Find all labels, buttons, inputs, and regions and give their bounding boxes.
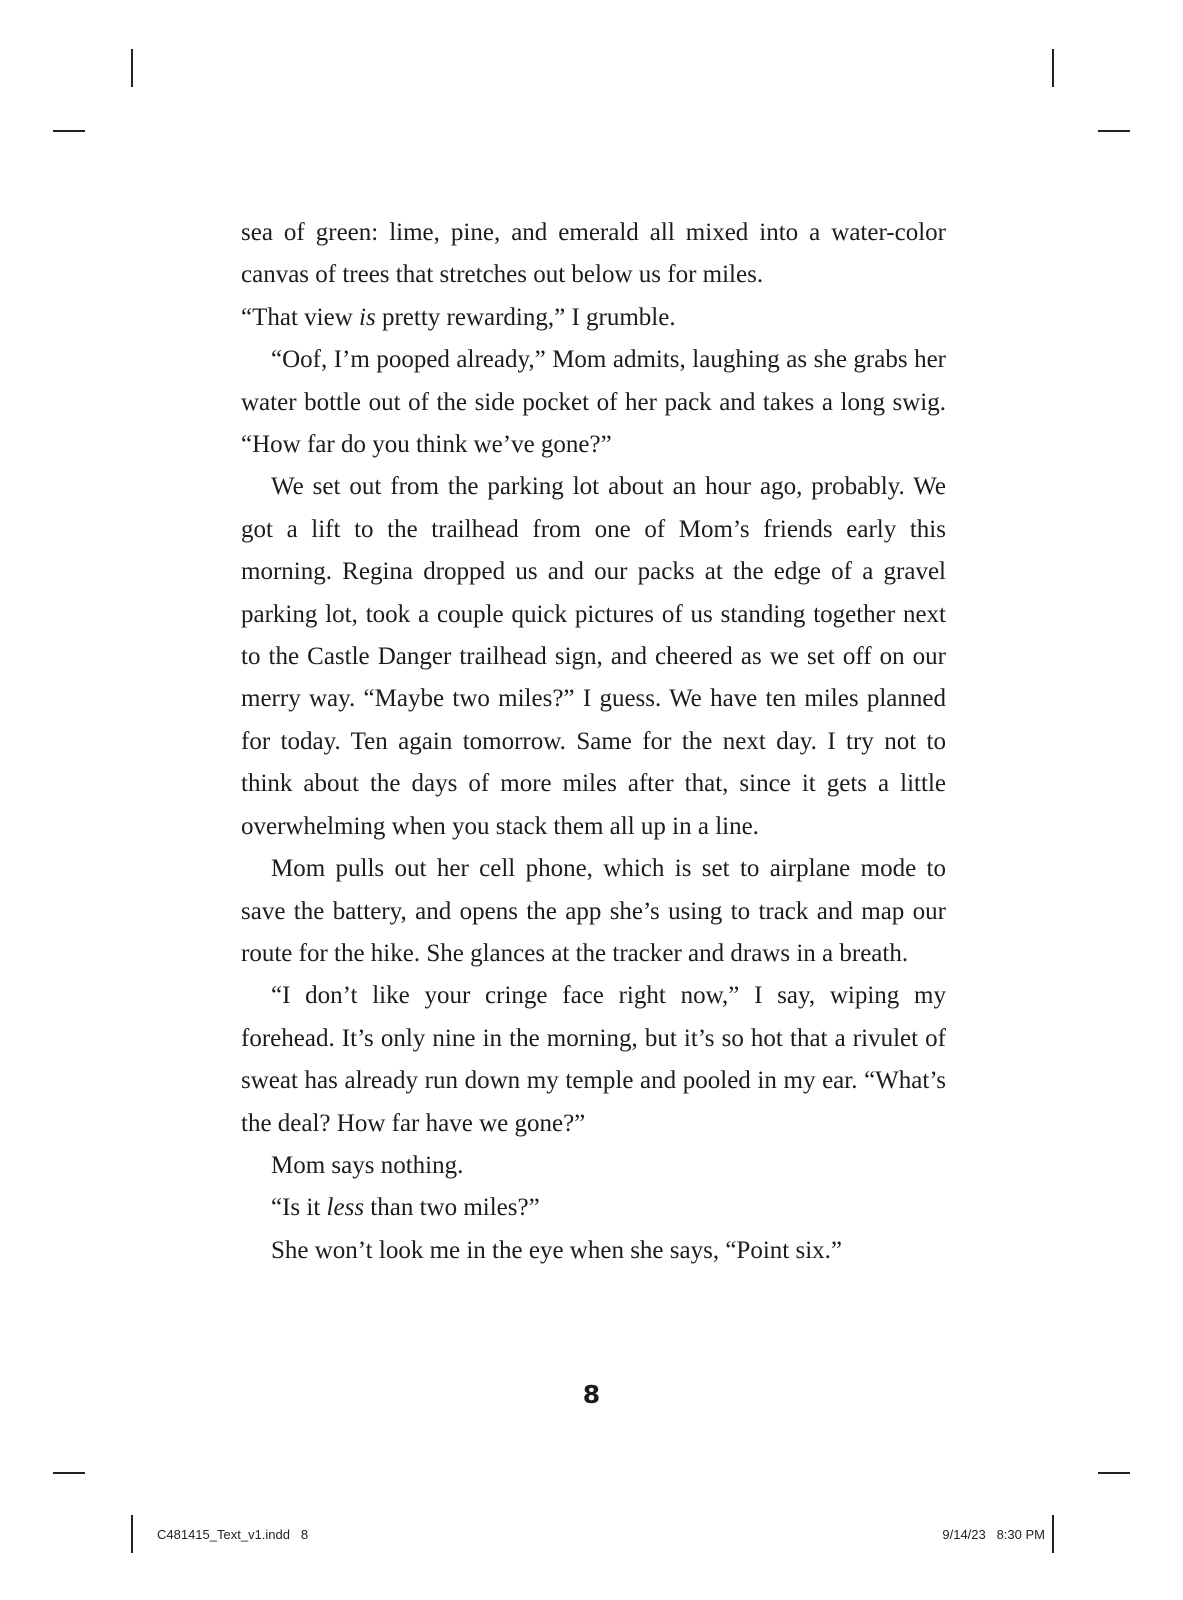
text-run: “I don’t like your cringe face right now,” I say, wiping my forehead. It’s only nine in the morning, but it’s so hot that a rivulet of sweat has already run down my temple and pooled in my ear. “What’s the deal? How far have we gone?” xyxy=(241,982,946,1137)
crop-mark-top-left-vertical xyxy=(131,49,133,87)
text-run: pretty rewarding,” I grumble. xyxy=(375,303,676,331)
text-run: Mom pulls out her cell phone, which is set to airplane mode to save the battery, and opens the app she’s using to track and map our route for the hike. She glances at the tracker and draws in a breath. xyxy=(241,855,946,967)
slug-file-name: C481415_Text_v1.indd 8 xyxy=(157,1527,309,1542)
text-run: “Oof, I’m pooped already,” Mom admits, laughing as she grabs her water bottle out of the side pocket of her pack and takes a long swig. “How far do you think we’ve gone?” xyxy=(241,346,946,459)
page-number: 8 xyxy=(582,1380,601,1409)
crop-mark-bottom-left-vertical xyxy=(131,1515,133,1553)
text-run: than two miles?” xyxy=(364,1194,540,1222)
slug-timestamp: 9/14/23 8:30 PM xyxy=(942,1527,1045,1542)
text-run: sea of green: lime, pine, and emerald all mixed into a water-color canvas of trees that stretches out below us for miles. xyxy=(241,219,946,289)
paragraph xyxy=(241,1230,946,1272)
text-run: Mom says nothing. xyxy=(271,1151,464,1179)
crop-mark-top-right-horizontal xyxy=(1098,130,1130,132)
paragraph xyxy=(241,1145,946,1187)
crop-mark-top-left-horizontal xyxy=(53,130,85,132)
text-run: “Is it xyxy=(271,1194,327,1222)
italic-text: is xyxy=(359,303,376,331)
paragraph xyxy=(241,975,946,1145)
crop-mark-bottom-left-horizontal xyxy=(53,1472,85,1474)
text-run: We set out from the parking lot about an hour ago, probably. We got a lift to the trailhead from one of Mom’s friends early this morning. Regina dropped us and our packs at the edge of a gravel parking lot, took a couple quick pictures of us standing together next to the Castle Danger trailhead sign, and cheered as we set off on our merry way. “Maybe two miles?” I guess. We have ten miles planned for today. Ten again tomorrow. Same for the next day. I try not to think about the days of more miles after that, since it gets a little overwhelming when you stack them all up in a line. xyxy=(241,473,946,840)
paragraph xyxy=(241,339,946,466)
body-text xyxy=(241,212,946,1272)
paragraph xyxy=(241,848,946,975)
text-run: She won’t look me in the eye when she says, “Point six.” xyxy=(271,1236,842,1264)
crop-mark-top-right-vertical xyxy=(1052,49,1054,87)
paragraph xyxy=(241,212,946,297)
crop-mark-bottom-right-vertical xyxy=(1052,1515,1054,1553)
paragraph xyxy=(241,466,946,848)
italic-text: less xyxy=(326,1194,365,1222)
paragraph xyxy=(241,1187,946,1229)
paragraph xyxy=(241,297,946,339)
text-run: “That view xyxy=(241,303,360,331)
crop-mark-bottom-right-horizontal xyxy=(1098,1472,1130,1474)
